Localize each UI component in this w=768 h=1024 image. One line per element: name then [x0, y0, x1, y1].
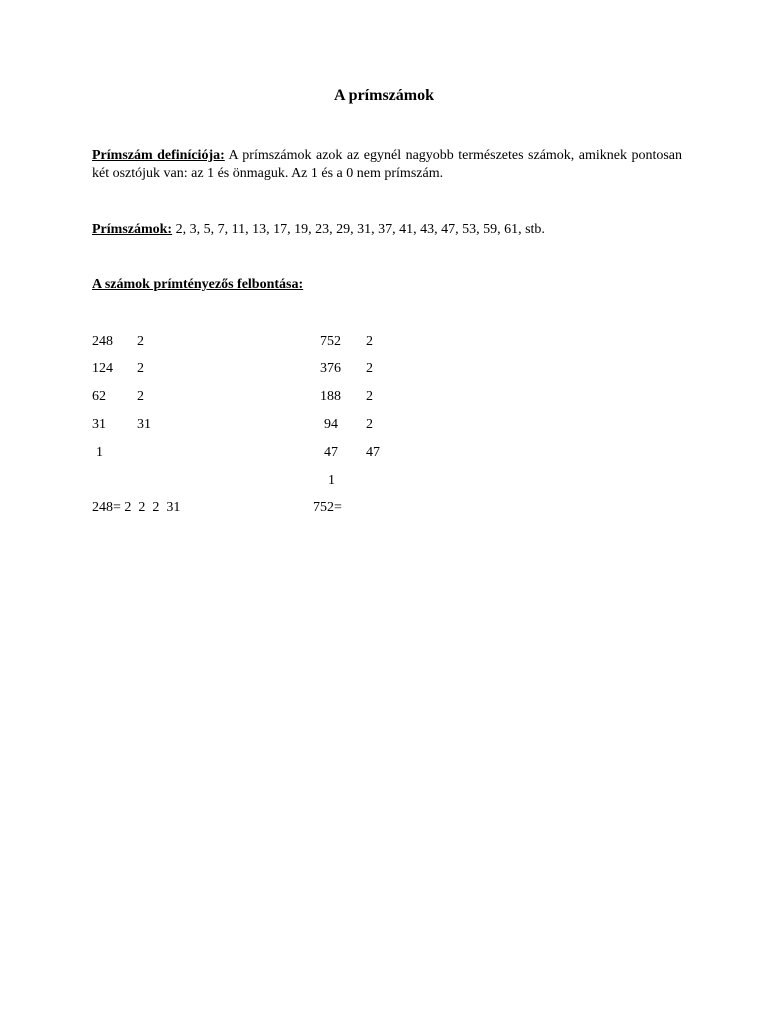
- page-title: A prímszámok: [334, 87, 434, 104]
- right-divisor-1: 2: [366, 334, 373, 349]
- right-divisor-4: 2: [366, 417, 373, 432]
- right-number-2: 376: [320, 361, 341, 376]
- left-number-1: 248: [92, 334, 113, 349]
- left-number-3: 62: [92, 389, 106, 404]
- right-number-6: 1: [328, 473, 335, 488]
- right-number-3: 188: [320, 389, 341, 404]
- definition-text: A prímszámok azok az egynél nagyobb természetes számok, amiknek pontosan két osztójuk van: az 1 és önmaguk. Az 1 és a 0 nem prímszám.: [92, 148, 683, 181]
- left-divisor-2: 2: [137, 361, 144, 376]
- definition-paragraph: [92, 147, 682, 183]
- factorization-heading: A számok prímtényezős felbontása:: [92, 277, 304, 292]
- right-divisor-5: 47: [366, 445, 380, 460]
- left-divisor-4: 31: [137, 417, 151, 432]
- left-divisor-3: 2: [137, 389, 144, 404]
- left-result: 248= 2 2 2 31: [92, 500, 181, 515]
- right-number-5: 47: [324, 445, 338, 460]
- right-divisor-3: 2: [366, 389, 373, 404]
- right-result: 752=: [313, 500, 342, 515]
- right-number-4: 94: [324, 417, 338, 432]
- primes-list: 2, 3, 5, 7, 11, 13, 17, 19, 23, 29, 31, 37, 41, 43, 47, 53, 59, 61, stb.: [172, 222, 545, 237]
- right-number-1: 752: [320, 334, 341, 349]
- primes-lead: Prímszámok:: [92, 222, 173, 237]
- right-divisor-2: 2: [366, 361, 373, 376]
- primes-paragraph: [92, 221, 682, 239]
- left-number-4: 31: [92, 417, 106, 432]
- left-divisor-1: 2: [137, 334, 144, 349]
- left-number-5: 1: [96, 445, 103, 460]
- left-number-2: 124: [92, 361, 113, 376]
- definition-lead: Prímszám definíciója:: [92, 148, 225, 163]
